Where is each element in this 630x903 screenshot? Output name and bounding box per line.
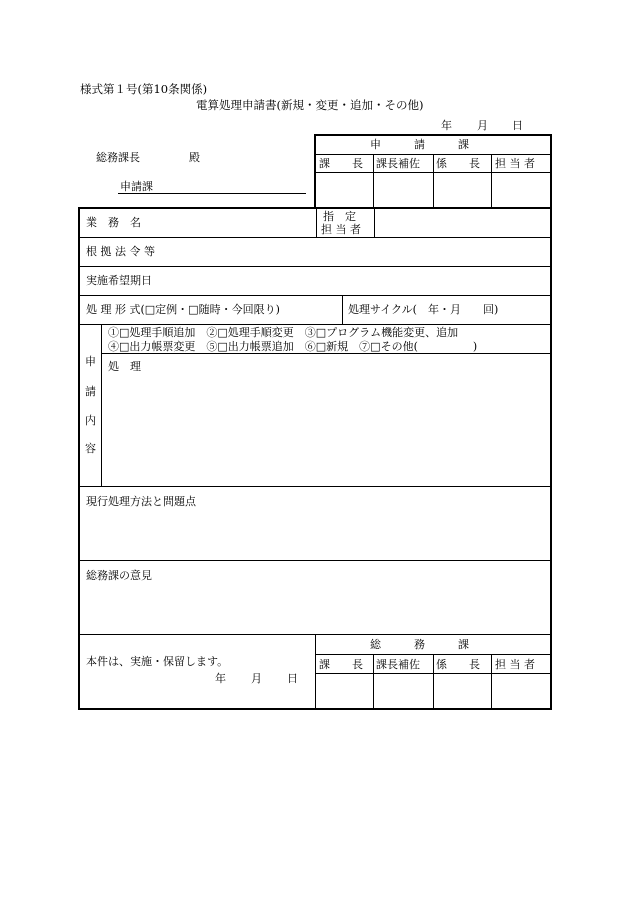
applicant-dept-underline — [118, 193, 306, 194]
shitei-label-top: 指 定 — [323, 210, 356, 223]
applicant-box-col1 — [373, 154, 374, 208]
soumu-box-col3 — [491, 655, 492, 709]
date-month: 月 — [477, 119, 488, 132]
request-content-field[interactable] — [105, 377, 545, 481]
applicant-col-kakaricho: 係 長 — [436, 157, 480, 170]
applicant-col-kacho: 課 長 — [319, 157, 363, 170]
jisshi-label: 実施希望期日 — [86, 274, 152, 287]
gyomu-mei-field[interactable] — [160, 210, 310, 235]
request-shori-label: 処 理 — [108, 360, 141, 373]
applicant-box-col3 — [491, 154, 492, 208]
request-side-char-1: 申 — [85, 355, 96, 368]
soumu-box-col1 — [373, 655, 374, 709]
soumu-box-header: 総 務 課 — [370, 638, 469, 651]
gyomu-mei-label: 業 務 名 — [86, 216, 141, 229]
form-number: 様式第１号(第10条関係) — [80, 82, 208, 96]
form-title: 電算処理申請書(新規・変更・追加・その他) — [196, 98, 424, 112]
applicant-box-header: 申 請 課 — [370, 138, 469, 151]
request-side-divider — [101, 325, 102, 486]
current-method-label: 現行処理方法と問題点 — [86, 495, 196, 508]
request-side-char-3: 内 — [85, 414, 96, 427]
konkyo-field[interactable] — [170, 240, 545, 264]
soumu-col-tanto: 担 当 者 — [495, 658, 535, 671]
applicant-col-tanto: 担 当 者 — [495, 157, 535, 170]
request-options-line — [102, 353, 551, 354]
gyomu-divider-1 — [316, 208, 317, 237]
gyomu-divider-2 — [374, 208, 375, 237]
shitei-label-bottom: 担 当 者 — [321, 223, 361, 236]
row-line-5 — [79, 486, 551, 487]
soumu-col-kakaricho: 係 長 — [436, 658, 480, 671]
decision-month: 月 — [251, 672, 262, 685]
shori-keishiki-label: 処 理 形 式(□定例・□随時・今回限り) — [86, 303, 280, 316]
row-line-2 — [79, 266, 551, 267]
addressee-honorific: 殿 — [189, 151, 200, 164]
konkyo-label: 根 拠 法 令 等 — [86, 245, 155, 258]
request-options-line1: ①□処理手順追加 ②□処理手順変更 ③□プログラム機能変更、追加 — [108, 326, 459, 339]
current-method-field[interactable] — [84, 512, 546, 556]
soumu-col-hosa: 課長補佐 — [376, 658, 420, 671]
opinion-field[interactable] — [84, 586, 546, 630]
applicant-col-hosa: 課長補佐 — [376, 157, 420, 170]
applicant-box-col2 — [433, 154, 434, 208]
decision-text: 本件は、実施・保留します。 — [86, 655, 229, 668]
row-line-1 — [79, 237, 551, 238]
decision-year: 年 — [215, 672, 226, 685]
soumu-box-col2 — [433, 655, 434, 709]
row-line-6 — [79, 560, 551, 561]
applicant-dept-label: 申請課 — [120, 180, 153, 193]
shori-cycle-label: 処理サイクル( 年・月 回) — [348, 303, 499, 316]
row-line-3 — [79, 295, 551, 296]
date-day: 日 — [512, 119, 523, 132]
request-options-line2: ④□出力帳票変更 ⑤□出力帳票追加 ⑥□新規 ⑦□その他( ) — [108, 340, 478, 353]
applicant-box-top — [314, 134, 552, 136]
row-line-4 — [79, 324, 551, 325]
opinion-label: 総務課の意見 — [86, 569, 152, 582]
jisshi-field[interactable] — [170, 269, 545, 293]
soumu-col-kacho: 課 長 — [319, 658, 363, 671]
request-side-char-4: 容 — [85, 442, 96, 455]
date-year: 年 — [441, 119, 452, 132]
soumu-box-left — [315, 635, 316, 709]
request-side-char-2: 請 — [85, 385, 96, 398]
decision-day: 日 — [287, 672, 298, 685]
shitei-tanto-field[interactable] — [377, 210, 547, 235]
shori-divider — [342, 296, 343, 324]
addressee-name: 総務課長 — [96, 151, 140, 164]
